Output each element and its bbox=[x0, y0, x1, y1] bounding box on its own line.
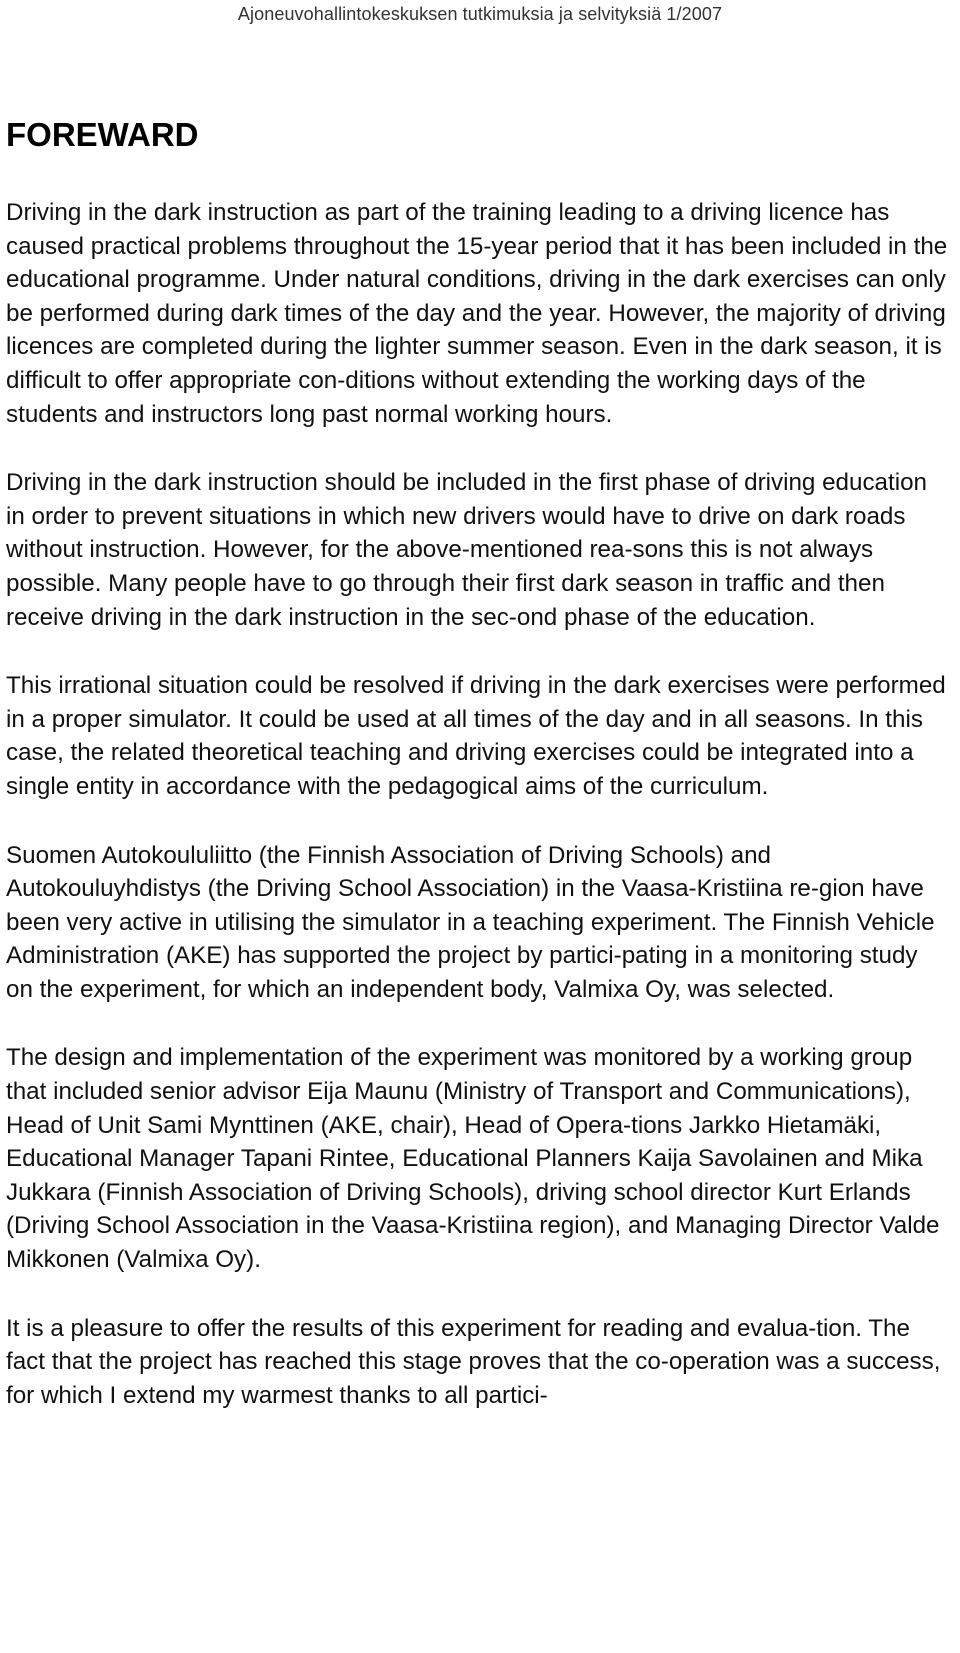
paragraph-2: Driving in the dark instruction should be included in the first phase of driving education in order to prevent situations in which new drivers would have to drive on dark roads without instruction. However, for the above-mentioned rea-sons this is not always possible. Many people have to go through their first dark season in traffic and then receive driving in the dark instruction in the sec-ond phase of the education. bbox=[6, 469, 928, 631]
paragraph-3: This irrational situation could be resolved if driving in the dark exercises were performed in a proper simulator. It could be used at all times of the day and in all seasons. In this case, the related theoretical teaching and driving exercises could be integrated into a single entity in accordance with the pedagogical aims of the curriculum. bbox=[6, 672, 946, 800]
paragraph-6: It is a pleasure to offer the results of this experiment for reading and evalua-tion. The fact that the project has reached this stage proves that the co-operation was a success, for which I extend my warmest thanks to all partici- bbox=[6, 1314, 941, 1409]
paragraph-4: Suomen Autokoululiitto (the Finnish Association of Driving Schools) and Autokouluyhdistys (the Driving School Association) in the Vaasa-Kristiina re-gion have been very active in utilising the simulator in a teaching experiment. The Finnish Vehicle Administration (AKE) has supported the project by partici-pating in a monitoring study on the experiment, for which an independent body, Valmixa Oy, was selected. bbox=[6, 841, 935, 1003]
running-header: Ajoneuvohallintokeskuksen tutkimuksia ja selvityksiä 1/2007 bbox=[237, 4, 723, 24]
paragraph-5: The design and implementation of the experiment was monitored by a working group that included senior advisor Eija Maunu (Ministry of Transport and Communications), Head of Unit Sami Mynttinen (AKE, chair), Head of Opera-tions Jarkko Hietamäki, Educational Manager Tapani Rintee, Educational Planners Kaija Savolainen and Mika Jukkara (Finnish Association of Driving Schools), driving school director Kurt Erlands (Driving School Association in the Vaasa-Kristiina region), and Managing Director Valde Mikkonen (Valmixa Oy). bbox=[6, 1044, 940, 1274]
body-text bbox=[6, 196, 948, 1447]
section-title: FOREWARD bbox=[6, 116, 199, 153]
paragraph-1: Driving in the dark instruction as part of the training leading to a driving licence has caused practical problems throughout the 15-year period that it has been included in the educational programme. Under natural conditions, driving in the dark exercises can only be performed during dark times of the day and the year. However, the majority of driving licences are completed during the lighter summer season. Even in the dark season, it is difficult to offer appropriate con-ditions without extending the working days of the students and instructors long past normal working hours. bbox=[6, 199, 948, 428]
